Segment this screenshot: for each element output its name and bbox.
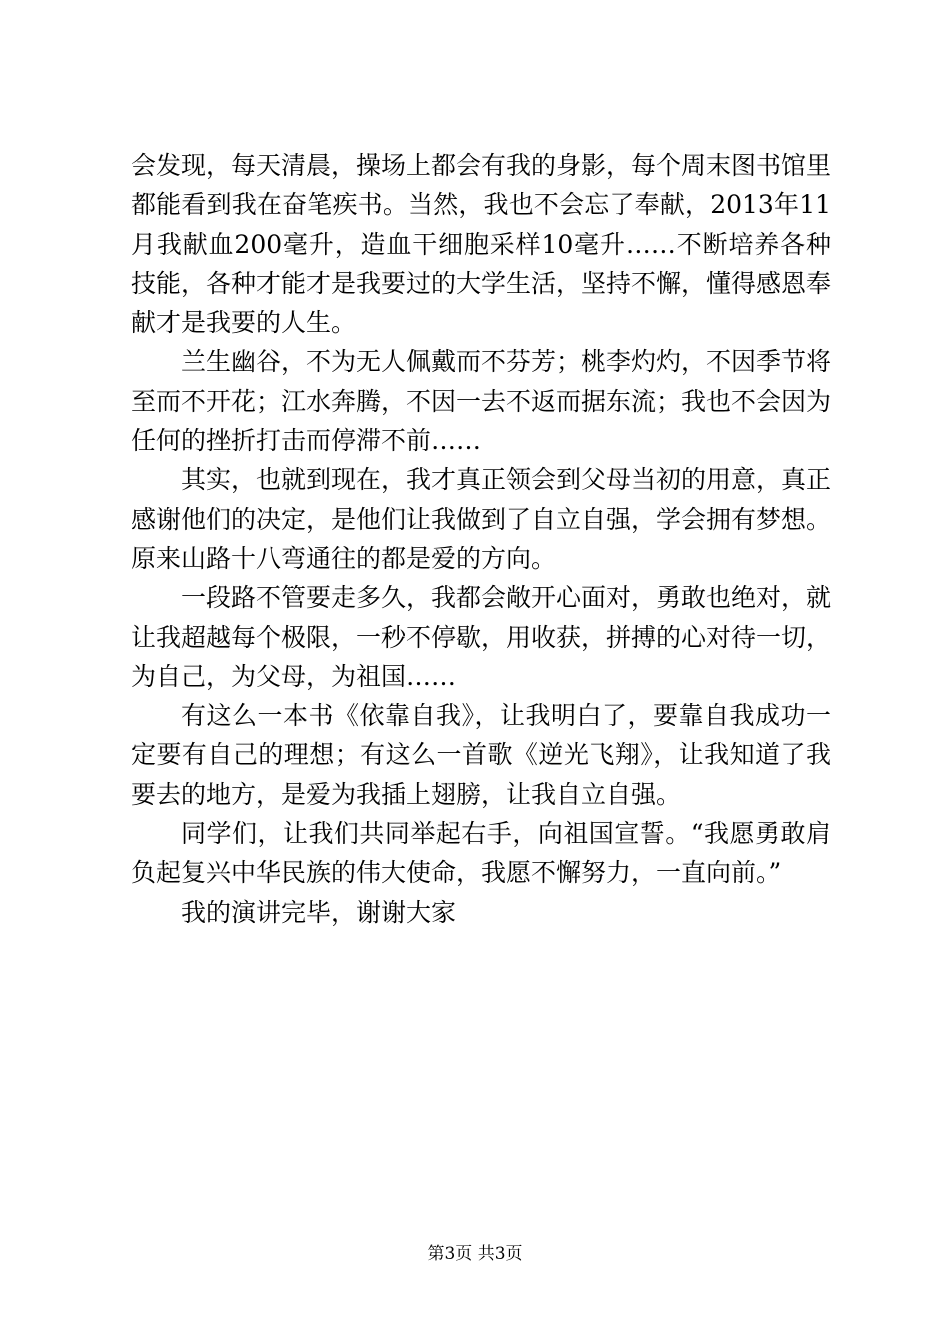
document-body	[131, 146, 831, 932]
paragraph: 一段路不管要走多久，我都会敞开心面对，勇敢也绝对，就让我超越每个极限，一秒不停歇，用收获，拼搏的心对待一切，为自己，为父母，为祖国……	[131, 583, 832, 691]
paragraph: 有这么一本书《依靠自我》，让我明白了，要靠自我成功一定要有自己的理想；有这么一首歌《逆光飞翔》，让我知道了我要去的地方，是爱为我插上翅膀，让我自立自强。	[131, 701, 831, 809]
paragraph: 其实，也就到现在，我才真正领会到父母当初的用意，真正感谢他们的决定，是他们让我做到了自立自强，学会拥有梦想。原来山路十八弯通往的都是爱的方向。	[131, 465, 832, 573]
paragraph: 会发现，每天清晨，操场上都会有我的身影，每个周末图书馆里都能看到我在奋笔疾书。当然，我也不会忘了奉献，2013年11月我献血200毫升，造血干细胞采样10毫升……不断培养各种技能，各种才能才是我要过的大学生活，坚持不懈，懂得感恩奉献才是我要的人生。	[131, 151, 832, 338]
page-number-footer: 第3页 共3页	[427, 1244, 523, 1264]
paragraph: 兰生幽谷，不为无人佩戴而不芬芳；桃李灼灼，不因季节将至而不开花；江水奔腾，不因一去不返而据东流；我也不会因为任何的挫折打击而停滞不前……	[131, 347, 832, 456]
paragraph: 我的演讲完毕，谢谢大家	[181, 897, 457, 927]
paragraph: 同学们，让我们共同举起右手，向祖国宣誓。“我愿勇敢肩负起复兴中华民族的伟大使命，我愿不懈努力，一直向前。”	[131, 819, 831, 888]
